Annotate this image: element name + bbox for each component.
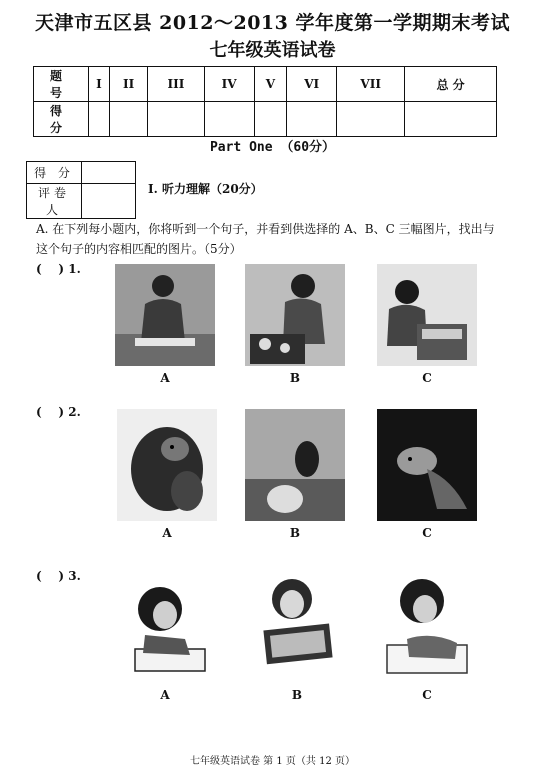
question-picture[interactable] (247, 569, 347, 686)
question-number: ( ) 1. (36, 262, 81, 276)
score-cell[interactable] (287, 102, 337, 137)
question-picture[interactable] (377, 409, 477, 521)
score-table-row-label: 题 号 (34, 67, 89, 102)
question-picture[interactable] (115, 569, 215, 686)
grader-score-label: 得 分 (27, 162, 82, 184)
question-picture[interactable] (117, 409, 217, 521)
question-picture[interactable] (115, 264, 215, 366)
score-col-2: II (109, 67, 148, 102)
question-picture[interactable] (377, 569, 477, 686)
score-col-total: 总 分 (405, 67, 497, 102)
grader-name-cell[interactable] (82, 184, 136, 219)
score-cell[interactable] (405, 102, 497, 137)
option-letter-b: B (291, 688, 303, 702)
section-title: I. 听力理解（20分） (148, 182, 263, 196)
score-cell[interactable] (109, 102, 148, 137)
page-footer: 七年级英语试卷 第 1 页（共 12 页） (190, 756, 355, 767)
grader-score-cell[interactable] (82, 162, 136, 184)
option-letter-a: A (160, 688, 170, 702)
score-cell[interactable] (337, 102, 405, 137)
instructions: A. 在下列每小题内，你将听到一个句子，并看到供选择的 A、B、C 三幅图片，找出与这个句子的内容相匹配的图片。（5分） (36, 222, 495, 256)
score-cell[interactable] (254, 102, 286, 137)
question-picture[interactable] (245, 264, 345, 366)
option-letter-c: C (422, 371, 432, 385)
question-picture[interactable] (377, 264, 477, 366)
option-letter-b: B (289, 526, 301, 540)
grader-box (26, 161, 136, 219)
question-number: ( ) 2. (36, 405, 81, 419)
score-col-5: V (254, 67, 286, 102)
score-col-6: VI (287, 67, 337, 102)
part-title: Part One （60分） (209, 140, 336, 155)
option-letter-c: C (422, 688, 432, 702)
exam-subtitle: 七年级英语试卷 (209, 40, 336, 61)
score-table-score-row (34, 102, 497, 137)
question-picture[interactable] (245, 409, 345, 521)
score-cell[interactable] (204, 102, 254, 137)
option-letter-a: A (162, 526, 172, 540)
score-col-3: III (148, 67, 204, 102)
score-table-header-row (34, 67, 497, 102)
score-cell[interactable] (89, 102, 110, 137)
score-table (33, 66, 497, 137)
score-table-score-label: 得 分 (34, 102, 89, 137)
question-number: ( ) 3. (36, 569, 81, 583)
grader-name-label: 评卷人 (27, 184, 82, 219)
option-letter-a: A (160, 371, 170, 385)
score-col-7: VII (337, 67, 405, 102)
score-col-4: IV (204, 67, 254, 102)
option-letter-b: B (289, 371, 301, 385)
score-col-1: I (89, 67, 110, 102)
score-cell[interactable] (148, 102, 204, 137)
option-letter-c: C (422, 526, 432, 540)
exam-title: 天津市五区县 2012～2013 学年度第一学期期末考试 (35, 12, 510, 34)
